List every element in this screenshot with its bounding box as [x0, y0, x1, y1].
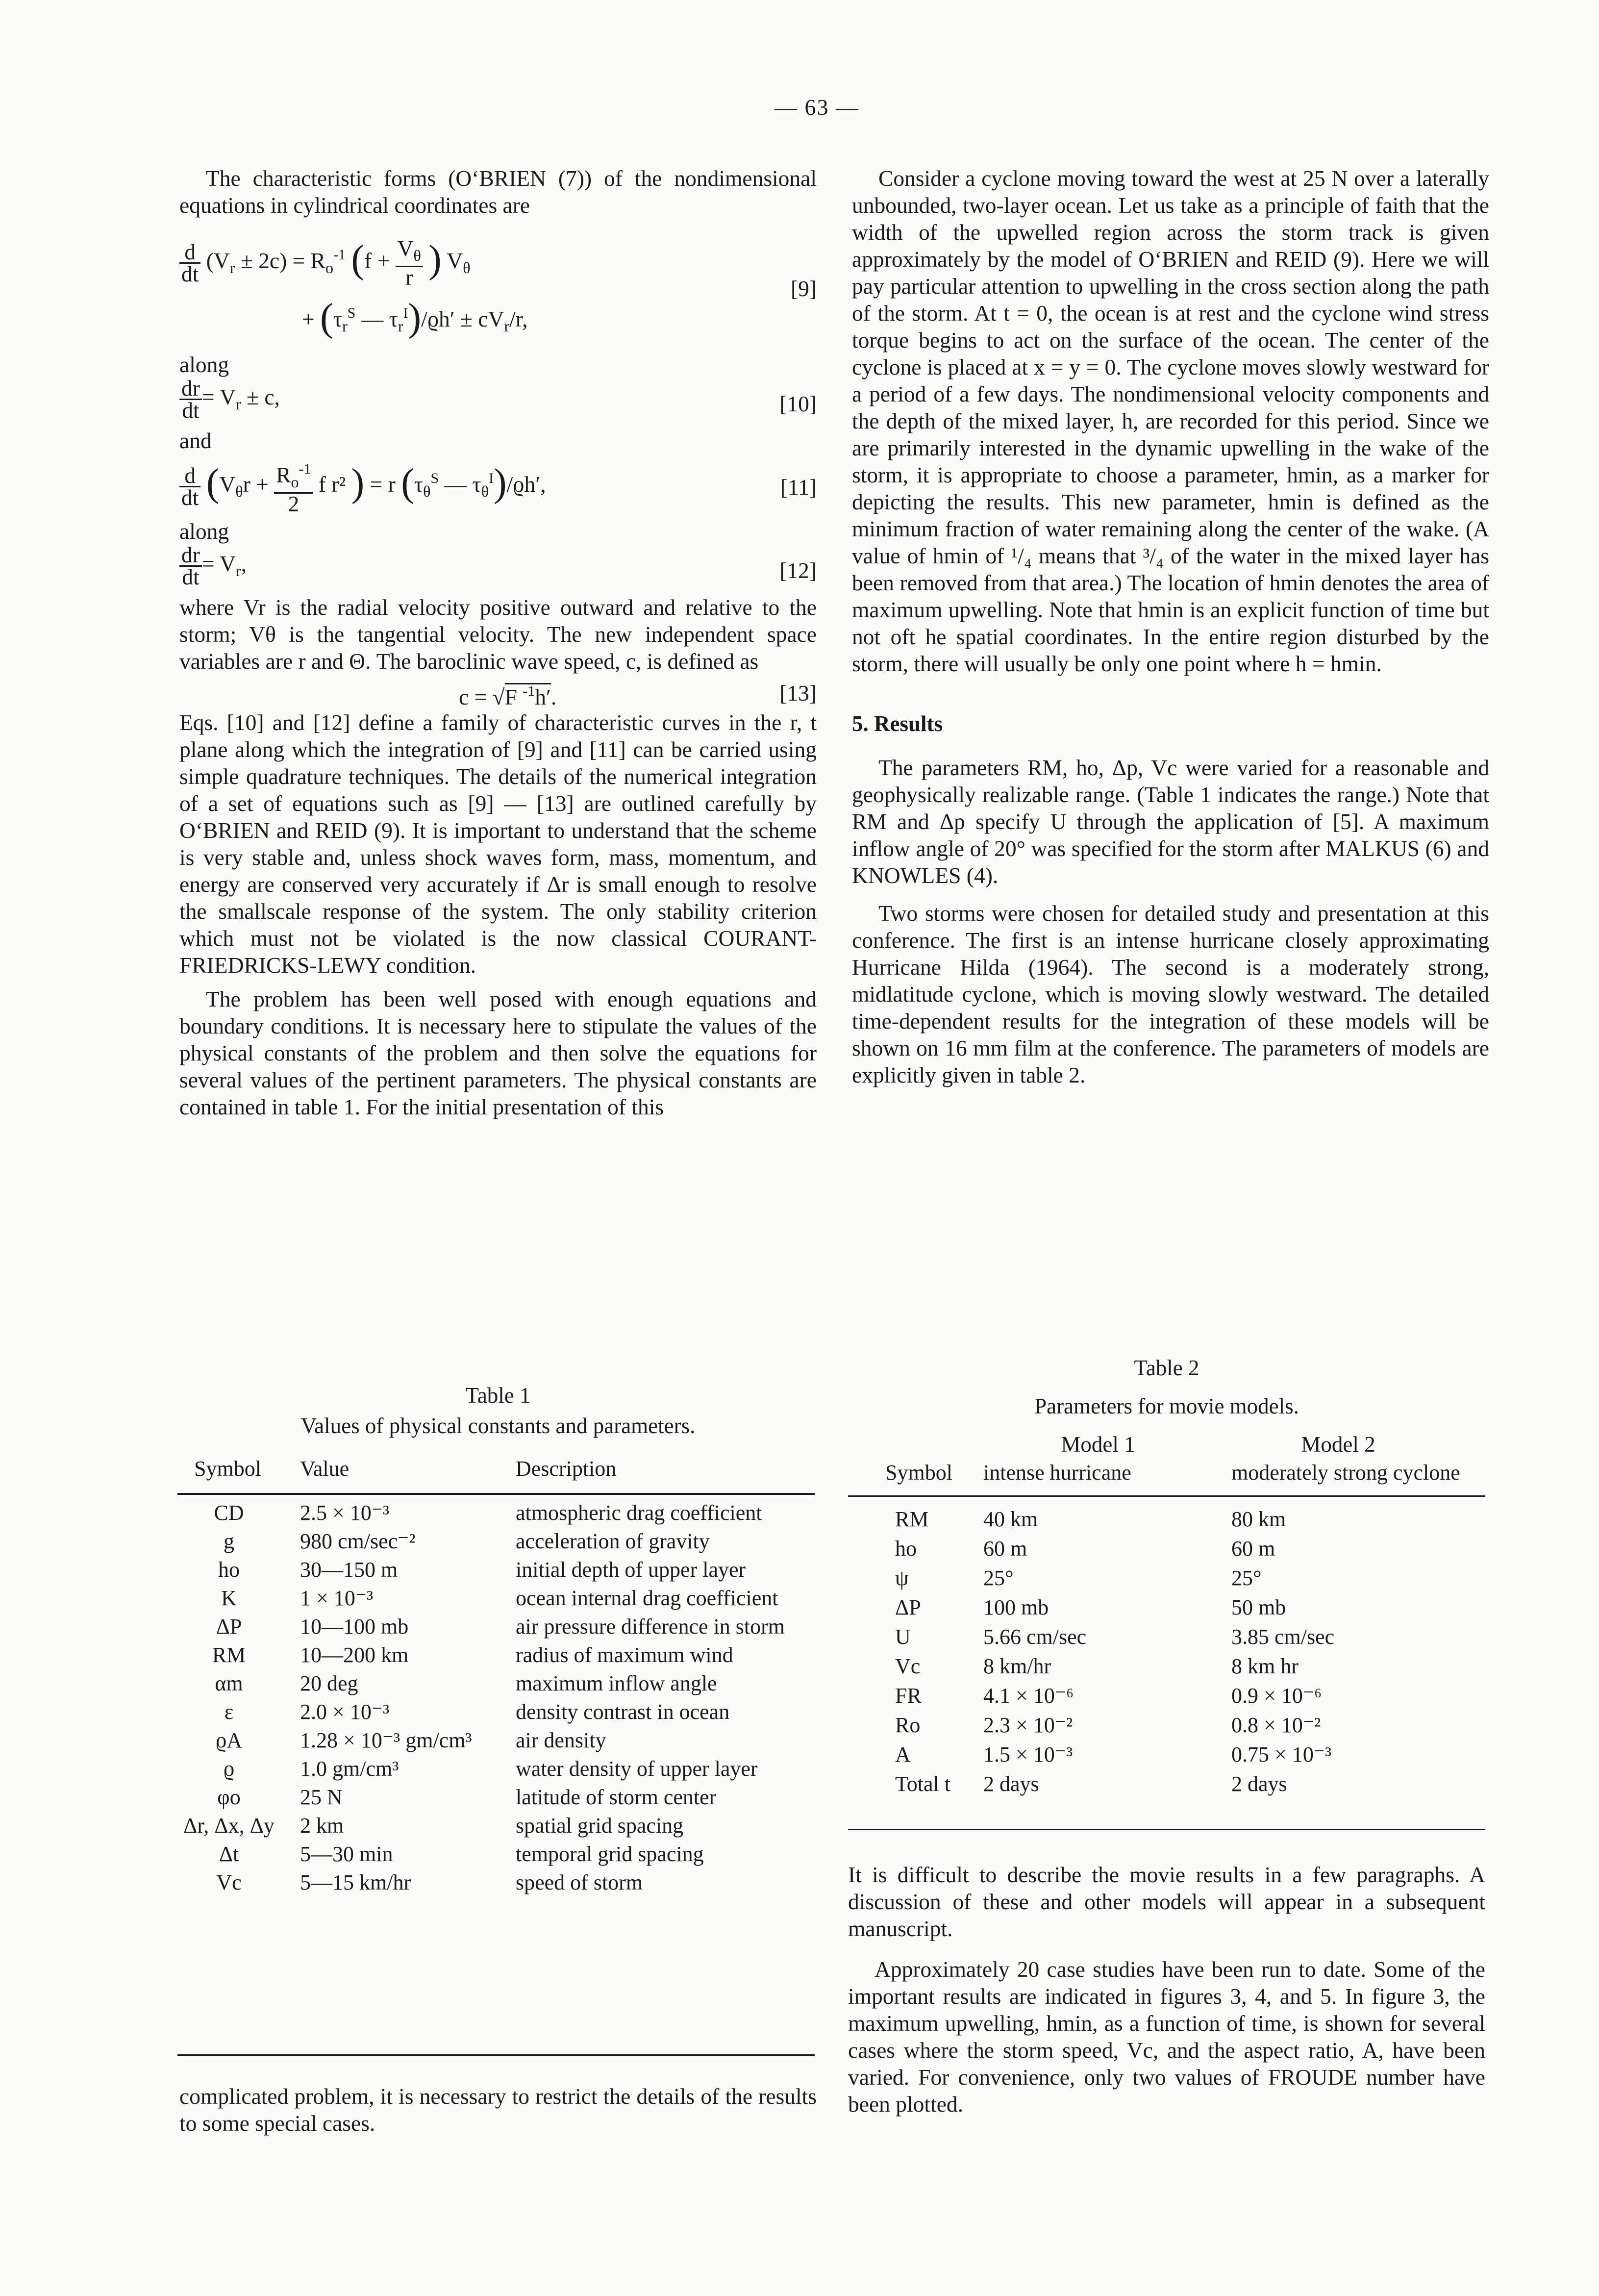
table2-header-model2: moderately strong cyclone	[1231, 1461, 1460, 1485]
table2-row	[848, 1593, 1485, 1622]
section-title-results: 5. Results	[852, 711, 943, 736]
table2-cell: 5.66 cm/sec	[983, 1625, 1087, 1649]
table1-cell: Δt	[219, 1842, 239, 1866]
table1-cell: 2 km	[300, 1814, 344, 1838]
table1-cell: temporal grid spacing	[516, 1842, 704, 1866]
complicated-paragraph: complicated problem, it is necessary to restrict the details of the results to some special cases.	[179, 2084, 817, 2136]
table2-cell: ΔP	[895, 1595, 921, 1619]
table1-caption: Values of physical constants and parameters.	[300, 1413, 696, 1438]
table1-cell: g	[224, 1529, 234, 1553]
table2-cell: 25°	[983, 1566, 1014, 1590]
table1-cell: 10—100 mb	[300, 1615, 409, 1639]
approx-paragraph: Approximately 20 case studies have been run to date. Some of the important results are indicated in figures 3, 4, and 5. In figure 3, the maximum upwelling, hmin, as a function of time, is shown for several cases where the storm speed, Vc, and the aspect ratio, A, have been varied. For convenience, only two values of FROUDE number have been plotted.	[848, 1957, 1485, 2117]
eq12-number: [12]	[779, 558, 817, 583]
table1-cell: 10—200 km	[300, 1643, 409, 1667]
page-number: — 63 —	[775, 95, 859, 120]
table1-cell: acceleration of gravity	[516, 1529, 710, 1553]
table1-cell: speed of storm	[516, 1870, 643, 1894]
table1-cell: initial depth of upper layer	[516, 1558, 746, 1582]
table1-cell: Δr, Δx, Δy	[183, 1814, 275, 1838]
table2-row	[848, 1622, 1485, 1652]
equation-11: $\frac{d}{dt}$ ($V_\theta r$ + $\frac{R_o^{-1}}{2}$ f r² ) = r ($\tau_\theta^S$ — $\tau_\theta^I)/ϱh'$, [11]	[179, 454, 817, 518]
table2-cell: 25°	[1231, 1566, 1262, 1590]
table1-cell: φo	[217, 1785, 241, 1809]
table2-cell: U	[895, 1625, 911, 1649]
eq10-number: [10]	[779, 391, 817, 416]
table1-cell: CD	[214, 1501, 244, 1525]
table2-cell: 0.9 × 10⁻⁶	[1231, 1684, 1322, 1708]
eq11-number: [11]	[780, 475, 817, 500]
table1-header-description: Description	[516, 1457, 617, 1481]
table1-cell: Vc	[216, 1870, 242, 1894]
table1-title: Table 1	[465, 1383, 531, 1408]
table2-cell: 3.85 cm/sec	[1231, 1625, 1335, 1649]
table1-cell: 2.5 × 10⁻³	[300, 1501, 390, 1525]
table1-row	[177, 1616, 815, 1644]
table2-cell: ho	[895, 1537, 917, 1561]
table1-row	[177, 1588, 815, 1616]
two-storms-paragraph: Two storms were chosen for detailed study and presentation at this conference. The first is an intense hurricane closely approximating Hurricane Hilda (1964). The second is a moderately strong, midlatitude cyclone, which is moving slowly westward. The detailed time-dependent results for the integration of these models will be shown on 16 mm film at the conference. The parameters of models are explicitly given in table 2.	[852, 901, 1489, 1087]
table1-cell: 20 deg	[300, 1671, 358, 1695]
problem-paragraph: The problem has been well posed with enough equations and boundary conditions. It is necessary here to stipulate the values of the physical constants of the problem and then solve the equations for several values of the pertinent parameters. The physical constants are contained in table 1. For the initial presentation of this	[179, 986, 817, 1119]
consider-paragraph: Consider a cyclone moving toward the west at 25 N over a laterally unbounded, two-layer ocean. Let us take as a principle of faith that the width of the upwelled region across the storm track is given approximately by the model of O‘BRIEN and REID (9). Here we will pay particular attention to upwelling in the cross section along the path of the storm. At t = 0, the ocean is at rest and the cyclone wind stress torque begins to act on the surface of the ocean. The center of the cyclone is placed at x = y = 0. The cyclone moves slowly westward for a period of a few days. The nondimensional velocity components and the depth of the mixed layer, h, are recorded for this period. Since we are primarily interested in the dynamic upwelling in the wake of the storm, it is appropriate to choose a parameter, hmin, as a marker for depicting the results. This new parameter, hmin is defined as the minimum fraction of water remaining along the center of the wake. (A value of hmin of ¹/₄ means that ³/₄ of the water in the mixed layer has been removed from that area.) The location of hmin denotes the area of maximum upwelling. Note that hmin is an explicit function of time but not oft he spatial coordinates. In the entire region disturbed by the storm, there will usually be only one point where h = hmin.	[852, 166, 1489, 676]
table2-cell: 80 km	[1231, 1507, 1286, 1531]
table2-model1: Model 1	[1061, 1432, 1135, 1457]
table2-cell: A	[895, 1742, 911, 1766]
table2-cell: 2 days	[1231, 1772, 1287, 1796]
table2-cell: 0.8 × 10⁻²	[1231, 1713, 1321, 1737]
table2-cell: 2 days	[983, 1772, 1039, 1796]
table1-row	[177, 1673, 815, 1701]
and-label: and	[179, 428, 212, 453]
table1-row	[177, 1787, 815, 1815]
table1-cell: ϱA	[215, 1728, 243, 1752]
eq9-number: [9]	[790, 276, 817, 301]
table2-cell: 2.3 × 10⁻²	[983, 1713, 1073, 1737]
table2-cell: 100 mb	[983, 1595, 1049, 1619]
table1-cell: 30—150 m	[300, 1558, 398, 1582]
table1-cell: 1.28 × 10⁻³ gm/cm³	[300, 1728, 472, 1752]
along-label-2: along	[179, 519, 229, 544]
table1-cell: ho	[218, 1558, 240, 1582]
table1-row	[177, 1559, 815, 1588]
table1-cell: 2.0 × 10⁻³	[300, 1700, 390, 1724]
table2-header-model1: intense hurricane	[983, 1461, 1131, 1485]
table1-cell: density contrast in ocean	[516, 1700, 730, 1724]
table2-cell: 60 m	[983, 1537, 1027, 1561]
table1-row	[177, 1843, 815, 1872]
table1-cell: 5—30 min	[300, 1842, 393, 1866]
table2-cell: Ro	[895, 1713, 921, 1737]
equation-12: $\frac{dr}{dt}$ = $V_r$, [12]	[179, 545, 817, 594]
table2-title: Table 2	[1134, 1356, 1199, 1380]
table2-cell: 0.75 × 10⁻³	[1231, 1742, 1332, 1766]
difficult-paragraph: It is difficult to describe the movie results in a few paragraphs. A discussion of these and other models will appear in a subsequent manuscript.	[848, 1862, 1485, 1941]
table1-cell: spatial grid spacing	[516, 1814, 684, 1838]
table1-cell: K	[221, 1586, 237, 1610]
table2-cell: Total t	[895, 1772, 951, 1796]
table2-caption: Parameters for movie models.	[1034, 1394, 1299, 1418]
table2-cell: FR	[895, 1684, 922, 1708]
table1-cell: latitude of storm center	[516, 1785, 717, 1809]
table1-cell: ε	[224, 1700, 234, 1724]
eqs-paragraph: Eqs. [10] and [12] define a family of characteristic curves in the r, t plane along which the integration of [9] and [11] can be carried using simple quadrature techniques. The details of the numerical integration of a set of equations such as [9] — [13] are outlined carefully by O‘BRIEN and REID (9). It is important to understand that the scheme is very stable and, unless shock waves form, mass, momentum, and energy are conserved very accurately if Δr is small enough to resolve the smallscale response of the system. The only stability criterion which must not be violated is the now classical COURANT-FRIEDRICKS-LEWY condition.	[179, 710, 817, 978]
table2-cell: 1.5 × 10⁻³	[983, 1742, 1073, 1766]
table1-cell: water density of upper layer	[516, 1757, 758, 1781]
table2-row	[848, 1769, 1485, 1799]
table1-header-symbol: Symbol	[194, 1457, 261, 1481]
table2-header-row	[848, 1460, 1485, 1505]
table1-header-value: Value	[300, 1457, 350, 1481]
table2-cell: 40 km	[983, 1507, 1038, 1531]
table2-row	[848, 1652, 1485, 1681]
table2-cell: 50 mb	[1231, 1595, 1286, 1619]
table1-cell: radius of maximum wind	[516, 1643, 733, 1667]
table1-cell: air pressure difference in storm	[516, 1615, 785, 1639]
table1-row	[177, 1644, 815, 1673]
table1-row	[177, 1502, 815, 1531]
right-column-end	[848, 1861, 1485, 2118]
table1-row	[177, 1758, 815, 1787]
table2-bottom-rule	[848, 1829, 1485, 1830]
table2-cell: 60 m	[1231, 1537, 1275, 1561]
along-label: along	[179, 352, 229, 377]
table1-cell: maximum inflow angle	[516, 1671, 717, 1695]
left-column-end	[179, 2083, 817, 2137]
table1-cell: ϱ	[223, 1757, 235, 1781]
table2-cell: RM	[895, 1507, 929, 1531]
where-paragraph: where Vr is the radial velocity positive outward and relative to the storm; Vθ is the tangential velocity. The new independent space variables are r and Θ. The baroclinic wave speed, c, is defined as	[179, 595, 817, 674]
table2-cell: 8 km/hr	[983, 1654, 1051, 1678]
table1-row	[177, 1701, 815, 1730]
table1-row	[177, 1815, 815, 1843]
table2-cell: 4.1 × 10⁻⁶	[983, 1684, 1074, 1708]
table1-row	[177, 1872, 815, 1900]
table2-header-symbol: Symbol	[885, 1461, 952, 1485]
table2-row	[848, 1711, 1485, 1740]
equation-13: c = √F $^{-1}$h′. [13]	[459, 681, 817, 709]
table1-row	[177, 1531, 815, 1559]
table2	[848, 1460, 1485, 1799]
equation-9: $\frac{d}{dt}$ $(V_r \pm 2c) = R_o^{-1}$ (f + $\frac{V_\theta}{r}$ ) $V_\theta$ + ($\tau_r^S$ — $\tau_r^I)/ϱh' \pm cV_r/r$, [9]	[179, 238, 817, 351]
table1-bottom-rule	[177, 2054, 815, 2056]
params-paragraph: The parameters RM, ho, Δp, Vc were varied for a reasonable and geophysically realizable range. (Table 1 indicates the range.) Note that RM and Δp specify U through the application of [5]. A maximum inflow angle of 20° was specified for the storm after MALKUS (6) and KNOWLES (4).	[852, 755, 1489, 888]
table1-cell: air density	[516, 1728, 606, 1752]
table1-cell: 1 × 10⁻³	[300, 1586, 374, 1610]
table1-cell: ocean internal drag coefficient	[516, 1586, 778, 1610]
table2-row	[848, 1505, 1485, 1534]
table1-cell: 1.0 gm/cm³	[300, 1757, 399, 1781]
table1-cell: 5—15 km/hr	[300, 1870, 411, 1894]
left-column	[179, 165, 817, 1120]
table1-cell: RM	[212, 1643, 246, 1667]
intro-paragraph: The characteristic forms (O‘BRIEN (7)) of the nondimensional equations in cylindrical coordinates are	[179, 166, 817, 218]
table1-header-row	[177, 1455, 815, 1502]
table1-cell: 980 cm/sec⁻²	[300, 1529, 416, 1553]
table1-cell: 25 N	[300, 1785, 343, 1809]
table2-row	[848, 1564, 1485, 1593]
right-column	[852, 165, 1489, 1088]
table1-row	[177, 1730, 815, 1758]
equation-10: $\frac{dr}{dt}$ = $V_r \pm c$, [10]	[179, 378, 817, 427]
table2-row	[848, 1740, 1485, 1769]
table1-cell: αm	[215, 1671, 243, 1695]
table2-row	[848, 1681, 1485, 1711]
table1-cell: atmospheric drag coefficient	[516, 1501, 762, 1525]
table2-cell: Vc	[895, 1654, 921, 1678]
table2-cell: ψ	[895, 1566, 909, 1590]
table2-cell: 8 km hr	[1231, 1654, 1299, 1678]
eq13-number: [13]	[779, 681, 817, 706]
table2-row	[848, 1534, 1485, 1564]
table1	[177, 1455, 815, 1900]
table2-model2: Model 2	[1301, 1432, 1375, 1457]
table1-cell: ΔP	[216, 1615, 242, 1639]
